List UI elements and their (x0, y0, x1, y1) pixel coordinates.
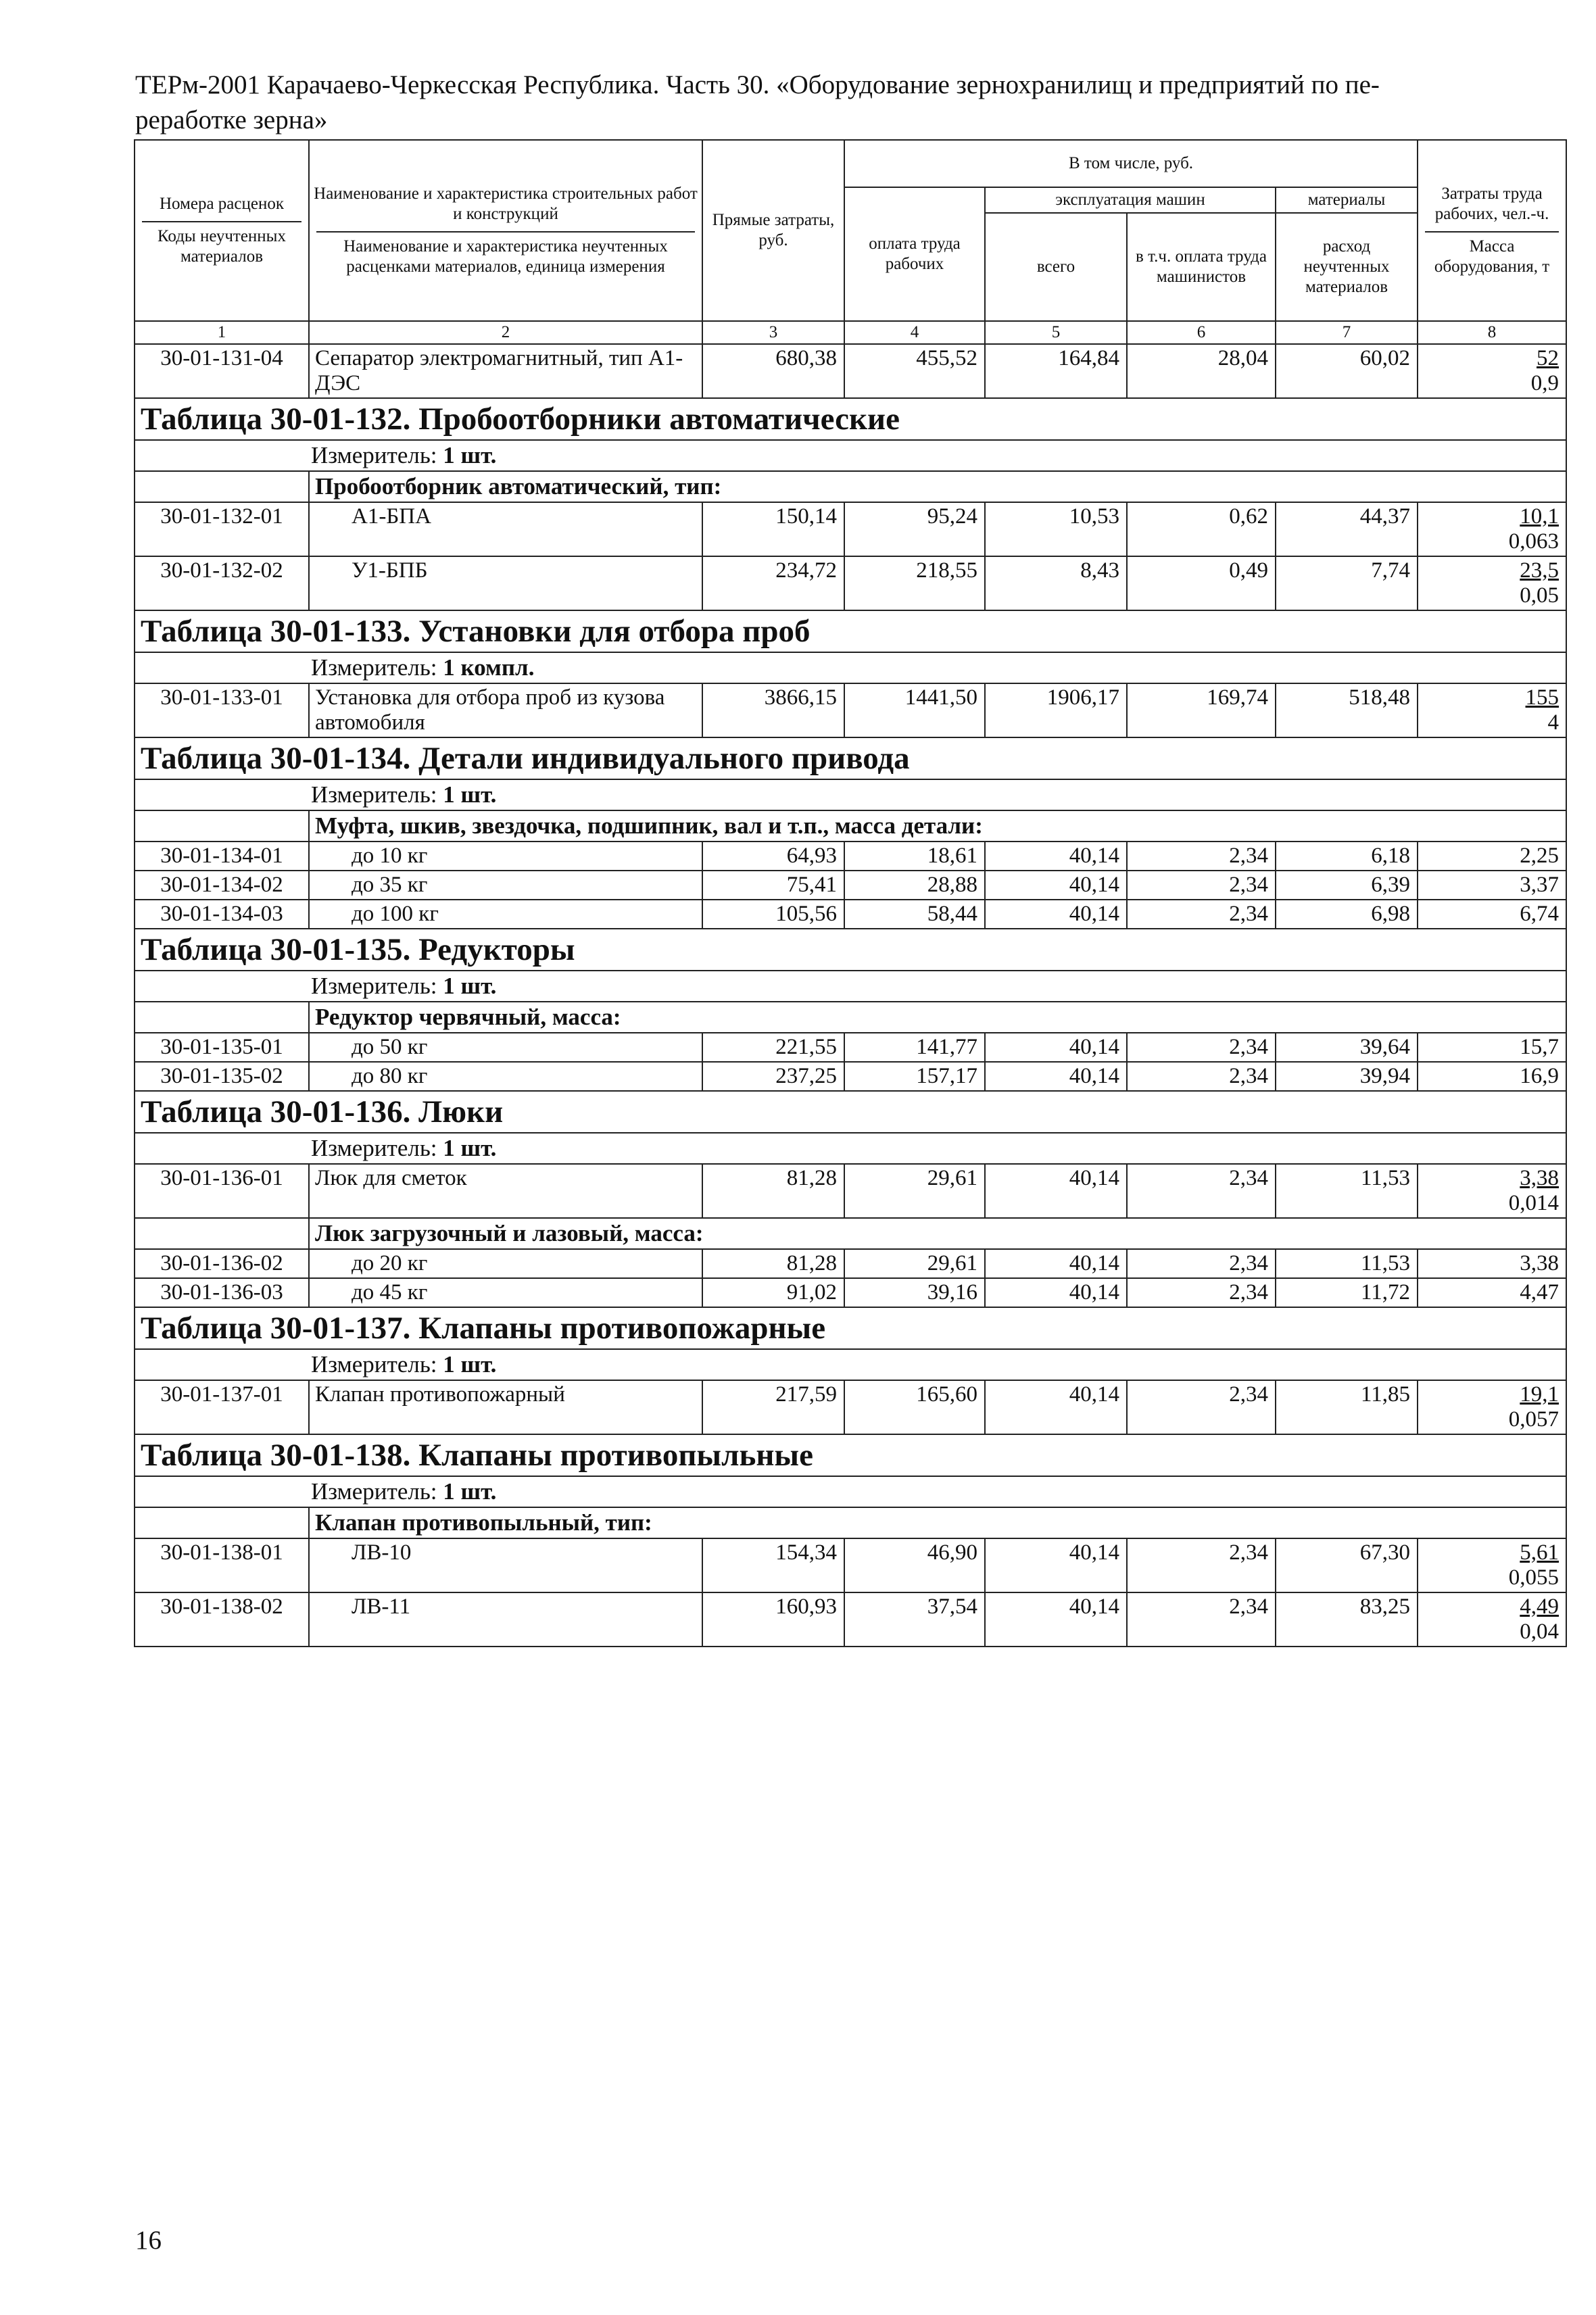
cell-v7: 6,39 (1276, 871, 1418, 900)
cell-v5: 40,14 (985, 900, 1127, 929)
rate-code: 30-01-132-01 (135, 502, 309, 556)
mass-value: 0,057 (1508, 1407, 1559, 1432)
rate-name: Люк для сметок (309, 1164, 702, 1218)
meter-label: Измеритель: (311, 1135, 437, 1161)
cell-v4: 141,77 (844, 1033, 985, 1062)
cell-v3: 3866,15 (702, 683, 844, 737)
rate-name (309, 1538, 702, 1592)
meter-text (141, 1135, 1560, 1162)
col-num: 8 (1418, 321, 1566, 344)
group-row (135, 1002, 1566, 1033)
col-head-2-top: Наименование и характеристика строительных работ и конструкций (314, 185, 698, 223)
table-row (135, 1164, 1566, 1218)
cell-v3: 234,72 (702, 556, 844, 610)
header-line-2: реработке зерна» (135, 105, 328, 135)
rate-code: 30-01-138-02 (135, 1592, 309, 1647)
cell-v8: 3,37 (1418, 871, 1566, 900)
cell-v4: 455,52 (844, 344, 985, 398)
empty-cell (135, 1002, 309, 1033)
cell-v6: 0,62 (1127, 502, 1276, 556)
table-row (135, 502, 1566, 556)
group-row (135, 810, 1566, 842)
cell-v3: 154,34 (702, 1538, 844, 1592)
meter-value: 1 компл. (443, 654, 535, 681)
cell-v4: 1441,50 (844, 683, 985, 737)
col-head-machines: эксплуатация машин (985, 187, 1276, 213)
group-row (135, 471, 1566, 502)
meter-label: Измеритель: (311, 442, 437, 468)
cell-v3: 680,38 (702, 344, 844, 398)
table-row (135, 842, 1566, 871)
cell-v7: 11,85 (1276, 1380, 1418, 1434)
page-number: 16 (135, 2226, 162, 2255)
meter-row (135, 1476, 1566, 1507)
cell-v8: 2,25 (1418, 842, 1566, 871)
meter-value: 1 шт. (443, 1351, 497, 1378)
table-row (135, 871, 1566, 900)
labor-value: 5,61 (1520, 1540, 1559, 1565)
table-row (135, 1062, 1566, 1091)
meter-label: Измеритель: (311, 781, 437, 808)
mass-value: 0,063 (1508, 529, 1559, 554)
meter-value: 1 шт. (443, 1135, 497, 1161)
col-divider (142, 221, 301, 222)
rate-name-text: до 10 кг (352, 844, 428, 868)
meter-value: 1 шт. (443, 1478, 497, 1505)
cell-v5: 40,14 (985, 1380, 1127, 1434)
col-num: 6 (1127, 321, 1276, 344)
col-head-8-bottom: Масса оборудования, т (1434, 237, 1550, 276)
cell-v6: 2,34 (1127, 1592, 1276, 1647)
cell-v6: 2,34 (1127, 1164, 1276, 1218)
mass-value: 0,04 (1520, 1619, 1559, 1644)
cell-v5: 40,14 (985, 1062, 1127, 1091)
cell-v8 (1418, 683, 1566, 737)
cell-v6: 0,49 (1127, 556, 1276, 610)
labor-value: 19,1 (1520, 1382, 1559, 1407)
cell-v4: 58,44 (844, 900, 985, 929)
cell-v4: 157,17 (844, 1062, 985, 1091)
cell-v6: 28,04 (1127, 344, 1276, 398)
cell-v5: 40,14 (985, 871, 1127, 900)
cell-v8 (1418, 502, 1566, 556)
table-row (135, 344, 1566, 398)
table-row (135, 556, 1566, 610)
cell-v5: 1906,17 (985, 683, 1127, 737)
cell-v6: 2,34 (1127, 1278, 1276, 1307)
col-num: 1 (135, 321, 309, 344)
section-heading (135, 398, 1566, 440)
meter-text (141, 1478, 1560, 1505)
labor-value: 52 (1537, 346, 1559, 370)
rate-name (309, 1278, 702, 1307)
cell-v8 (1418, 1164, 1566, 1218)
meter-value: 1 шт. (443, 442, 497, 468)
cell-v5: 40,14 (985, 842, 1127, 871)
table-row (135, 900, 1566, 929)
section-title: Таблица 30-01-136. Люки (141, 1094, 504, 1129)
meter-row (135, 1349, 1566, 1380)
cell-v6: 2,34 (1127, 900, 1276, 929)
cell-v7: 11,53 (1276, 1164, 1418, 1218)
rate-name-text: А1-БПА (352, 504, 431, 529)
col-divider (1425, 231, 1559, 233)
meter-row (135, 971, 1566, 1002)
cell-v4: 165,60 (844, 1380, 985, 1434)
section-title: Таблица 30-01-137. Клапаны противопожарные (141, 1311, 826, 1346)
cell-v8: 15,7 (1418, 1033, 1566, 1062)
col-num: 4 (844, 321, 985, 344)
rate-name (309, 1249, 702, 1278)
col-num: 2 (309, 321, 702, 344)
cell-v8 (1418, 344, 1566, 398)
meter-row (135, 652, 1566, 683)
cell-v7: 7,74 (1276, 556, 1418, 610)
section-title: Таблица 30-01-134. Детали индивидуального привода (141, 741, 910, 776)
cell-v3: 91,02 (702, 1278, 844, 1307)
cell-v8 (1418, 1592, 1566, 1647)
cell-v8 (1418, 1380, 1566, 1434)
section-heading (135, 929, 1566, 971)
col-head-4: оплата труда рабочих (844, 187, 985, 321)
cell-v3: 160,93 (702, 1592, 844, 1647)
cell-v3: 221,55 (702, 1033, 844, 1062)
rate-code: 30-01-134-02 (135, 871, 309, 900)
col-head-8-top: Затраты труда рабочих, чел.-ч. (1434, 185, 1549, 223)
meter-label: Измеритель: (311, 1478, 437, 1505)
rates-table (134, 139, 1567, 1647)
rate-name (309, 871, 702, 900)
cell-v4: 29,61 (844, 1249, 985, 1278)
cell-v4: 28,88 (844, 871, 985, 900)
rate-name: Клапан противопожарный (309, 1380, 702, 1434)
col-num: 5 (985, 321, 1127, 344)
table-header (135, 140, 1566, 344)
cell-v8 (1418, 556, 1566, 610)
cell-v3: 150,14 (702, 502, 844, 556)
group-label: Пробоотборник автоматический, тип: (309, 471, 1566, 502)
cell-v4: 29,61 (844, 1164, 985, 1218)
empty-cell (135, 1507, 309, 1538)
header-line-1: ТЕРм-2001 Карачаево-Черкесская Республика. Часть 30. «Оборудование зернохранилищ и предприятий по пе- (135, 70, 1380, 99)
page-header (135, 68, 1494, 138)
cell-v3: 81,28 (702, 1249, 844, 1278)
cell-v6: 2,34 (1127, 1380, 1276, 1434)
cell-v6: 169,74 (1127, 683, 1276, 737)
empty-cell (135, 810, 309, 842)
meter-label: Измеритель: (311, 1351, 437, 1378)
cell-v7: 39,64 (1276, 1033, 1418, 1062)
section-heading (135, 610, 1566, 652)
cell-v5: 40,14 (985, 1592, 1127, 1647)
rate-name-text: до 45 кг (352, 1280, 428, 1305)
cell-v4: 18,61 (844, 842, 985, 871)
col-divider (316, 231, 695, 233)
cell-v5: 164,84 (985, 344, 1127, 398)
rate-name: Установка для отбора проб из кузова автомобиля (309, 683, 702, 737)
mass-value: 0,9 (1530, 371, 1559, 395)
rate-name-text: до 100 кг (352, 902, 439, 926)
cell-v4: 218,55 (844, 556, 985, 610)
meter-label: Измеритель: (311, 973, 437, 999)
table-row (135, 1278, 1566, 1307)
rate-code: 30-01-136-01 (135, 1164, 309, 1218)
cell-v7: 39,94 (1276, 1062, 1418, 1091)
cell-v8: 6,74 (1418, 900, 1566, 929)
cell-v4: 37,54 (844, 1592, 985, 1647)
table-row (135, 1538, 1566, 1592)
col-head-2-bottom: Наименование и характеристика неучтенных расценками материалов, единица измерения (343, 237, 668, 276)
meter-text (141, 781, 1560, 808)
cell-v3: 81,28 (702, 1164, 844, 1218)
rate-code: 30-01-135-01 (135, 1033, 309, 1062)
table-row (135, 1249, 1566, 1278)
rate-code: 30-01-132-02 (135, 556, 309, 610)
cell-v7: 6,98 (1276, 900, 1418, 929)
group-label: Муфта, шкив, звездочка, подшипник, вал и т.п., масса детали: (309, 810, 1566, 842)
meter-label: Измеритель: (311, 654, 437, 681)
cell-v8 (1418, 1538, 1566, 1592)
rate-name: Сепаратор электромагнитный, тип А1-ДЭС (309, 344, 702, 398)
section-heading (135, 1307, 1566, 1349)
section-title: Таблица 30-01-132. Пробоотборники автоматические (141, 401, 900, 437)
cell-v8: 16,9 (1418, 1062, 1566, 1091)
section-title: Таблица 30-01-133. Установки для отбора проб (141, 614, 811, 649)
rate-code: 30-01-137-01 (135, 1380, 309, 1434)
col-num: 7 (1276, 321, 1418, 344)
table-row (135, 1592, 1566, 1647)
rate-name (309, 1062, 702, 1091)
cell-v5: 40,14 (985, 1164, 1127, 1218)
rate-name-text: ЛВ-11 (352, 1594, 411, 1619)
cell-v8: 3,38 (1418, 1249, 1566, 1278)
cell-v4: 95,24 (844, 502, 985, 556)
table-row (135, 683, 1566, 737)
section-heading (135, 1434, 1566, 1476)
cell-v5: 40,14 (985, 1033, 1127, 1062)
meter-value: 1 шт. (443, 781, 497, 808)
mass-value: 0,014 (1508, 1191, 1559, 1215)
labor-value: 23,5 (1520, 558, 1559, 583)
col-head-6: в т.ч. оплата труда машинистов (1127, 213, 1276, 321)
cell-v3: 105,56 (702, 900, 844, 929)
rate-name-text: ЛВ-10 (352, 1540, 412, 1565)
meter-text (141, 654, 1560, 681)
rate-name-text: до 50 кг (352, 1035, 428, 1059)
cell-v6: 2,34 (1127, 871, 1276, 900)
cell-v4: 39,16 (844, 1278, 985, 1307)
col-head-3: Прямые затраты, руб. (702, 140, 844, 321)
rate-code: 30-01-136-03 (135, 1278, 309, 1307)
mass-value: 0,05 (1520, 583, 1559, 608)
cell-v5: 40,14 (985, 1278, 1127, 1307)
group-label: Люк загрузочный и лазовый, масса: (309, 1218, 1566, 1249)
cell-v5: 8,43 (985, 556, 1127, 610)
cell-v7: 11,53 (1276, 1249, 1418, 1278)
rate-code: 30-01-138-01 (135, 1538, 309, 1592)
table-row (135, 1380, 1566, 1434)
empty-cell (135, 1218, 309, 1249)
cell-v7: 11,72 (1276, 1278, 1418, 1307)
cell-v6: 2,34 (1127, 1249, 1276, 1278)
col-head-1 (135, 140, 309, 321)
cell-v6: 2,34 (1127, 1538, 1276, 1592)
table-row (135, 1033, 1566, 1062)
column-numbers (135, 321, 1566, 344)
section-title: Таблица 30-01-138. Клапаны противопыльные (141, 1438, 813, 1473)
cell-v5: 10,53 (985, 502, 1127, 556)
col-head-5: всего (985, 213, 1127, 321)
section-heading (135, 737, 1566, 779)
section-heading (135, 1091, 1566, 1133)
section-title: Таблица 30-01-135. Редукторы (141, 932, 575, 967)
rate-name (309, 1033, 702, 1062)
cell-v6: 2,34 (1127, 1062, 1276, 1091)
cell-v7: 83,25 (1276, 1592, 1418, 1647)
rate-name-text: У1-БПБ (352, 558, 428, 583)
cell-v6: 2,34 (1127, 1033, 1276, 1062)
meter-row (135, 1133, 1566, 1164)
meter-row (135, 440, 1566, 471)
group-label: Редуктор червячный, масса: (309, 1002, 1566, 1033)
col-num: 3 (702, 321, 844, 344)
cell-v3: 217,59 (702, 1380, 844, 1434)
mass-value: 4 (1547, 710, 1559, 735)
cell-v7: 60,02 (1276, 344, 1418, 398)
cell-v5: 40,14 (985, 1249, 1127, 1278)
cell-v7: 44,37 (1276, 502, 1418, 556)
mass-value: 0,055 (1508, 1565, 1559, 1590)
rate-code: 30-01-134-03 (135, 900, 309, 929)
meter-text (141, 973, 1560, 1000)
labor-value: 4,49 (1520, 1594, 1559, 1619)
col-head-incl: В том числе, руб. (844, 140, 1418, 187)
rate-name (309, 842, 702, 871)
col-head-2 (309, 140, 702, 321)
rate-name (309, 502, 702, 556)
rate-name-text: до 80 кг (352, 1064, 428, 1088)
rate-code: 30-01-131-04 (135, 344, 309, 398)
cell-v3: 75,41 (702, 871, 844, 900)
rate-code: 30-01-134-01 (135, 842, 309, 871)
labor-value: 155 (1525, 685, 1559, 710)
group-row (135, 1507, 1566, 1538)
cell-v3: 237,25 (702, 1062, 844, 1091)
group-row (135, 1218, 1566, 1249)
meter-row (135, 779, 1566, 810)
meter-text (141, 442, 1560, 469)
cell-v7: 518,48 (1276, 683, 1418, 737)
col-head-1-top: Номера расценок (159, 195, 285, 213)
cell-v3: 64,93 (702, 842, 844, 871)
col-head-materials: материалы (1276, 187, 1418, 213)
cell-v7: 6,18 (1276, 842, 1418, 871)
meter-value: 1 шт. (443, 973, 497, 999)
rate-name-text: до 35 кг (352, 873, 428, 897)
cell-v8: 4,47 (1418, 1278, 1566, 1307)
rate-code: 30-01-135-02 (135, 1062, 309, 1091)
cell-v5: 40,14 (985, 1538, 1127, 1592)
empty-cell (135, 471, 309, 502)
cell-v6: 2,34 (1127, 842, 1276, 871)
meter-text (141, 1351, 1560, 1378)
labor-value: 3,38 (1520, 1166, 1559, 1190)
rate-code: 30-01-133-01 (135, 683, 309, 737)
col-head-7: расход неучтенных материалов (1276, 213, 1418, 321)
cell-v7: 67,30 (1276, 1538, 1418, 1592)
col-head-1-bottom: Коды неучтенных материалов (158, 227, 286, 266)
cell-v4: 46,90 (844, 1538, 985, 1592)
rate-name (309, 556, 702, 610)
col-head-8 (1418, 140, 1566, 321)
labor-value: 10,1 (1520, 504, 1559, 529)
rate-code: 30-01-136-02 (135, 1249, 309, 1278)
rate-name (309, 900, 702, 929)
rate-name (309, 1592, 702, 1647)
group-label: Клапан противопыльный, тип: (309, 1507, 1566, 1538)
rate-name-text: до 20 кг (352, 1251, 428, 1275)
